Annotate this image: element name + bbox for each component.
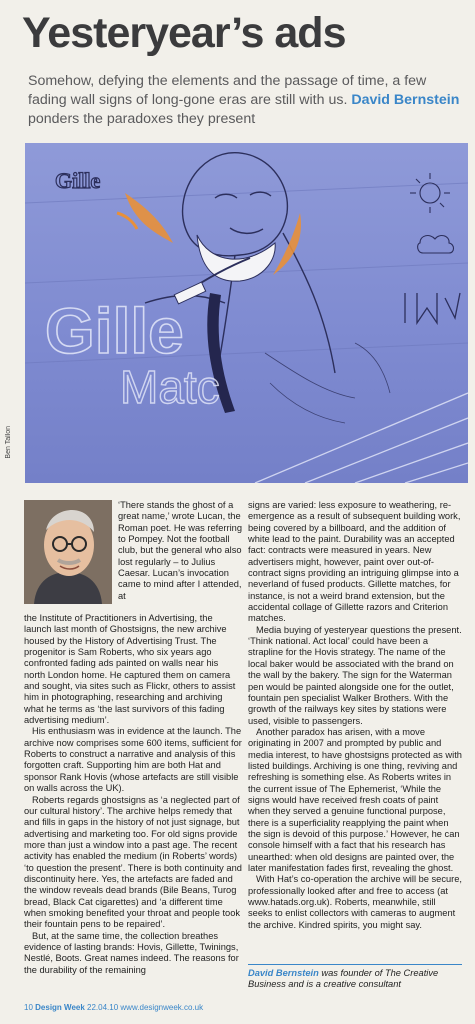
illustration-credit: Ben Tallon [5, 426, 12, 459]
body-paragraph: Media buying of yesteryear questions the present. ‘Think national. Act local’ could have been a strapline for the Hovis strategy. The name of the local baker would be associated with the brand on the wall by the bakery. The sign for the Waterman pen would be painted alongside one for the outlet, fountain pen specialist Walker Brothers. With the growth of the railways key sites by stations were used, visible to passengers. [248, 624, 462, 726]
body-column-1-intro [118, 500, 242, 602]
page-footer [24, 1003, 203, 1012]
body-paragraph: the Institute of Practitioners in Advertising, the launch last month of Ghostsigns, the new archive housed by the History of Advertising Trust. The progenitor is Sam Roberts, who six years ago confronted fading ads painted on walls near his north London home. He captured them on camera and sought, via sites such as Flickr, others to assist him in photographing, researching and archiving what he terms as ‘the last survivors of this fading advertising medium’. [24, 613, 236, 726]
illustration-word-small: Gille [55, 168, 101, 193]
author-portrait [24, 500, 112, 604]
illustration-word-matc: Matc [120, 361, 220, 413]
body-paragraph: Roberts regards ghostsigns as ‘a neglected part of our cultural history’. The archive helps remedy that and fills in gaps in the history of not just signage, but advertising and marketing too. For old signs provide more than just a window into a past age. The recent activity has enabled the medium (in Roberts’ words) ‘to question the present’. There is both continuity and discontinuity here. Yes, the artefacts are faded and the window reveals dead brands (Bile Beans, Turog bread, Black Cat cigarettes) and ‘a different time when smoking benefited your throat and people took their fountain pens to be repaired’. [24, 794, 242, 930]
article-headline: Yesteryear’s ads [22, 9, 346, 57]
illustration-word-large: Gille [45, 295, 184, 367]
issue-date: 22.04.10 [87, 1003, 119, 1012]
body-paragraph: signs are varied: less exposure to weathering, re-emergence as a result of subsequent building work, being covered by a billboard, and the addition of white lead to the paint. Durability was an accepted fact: contracts were measured in years. New advertisers might, however, paint over out-of-contract signs providing an intriguing glimpse into a neverland of fused products. Gillette matches, for instance, is not a weird brand extension, but the accidental collage of Gillette razors and Criterion matches. [248, 500, 461, 624]
standfirst-text: Somehow, defying the elements and the passage of time, a few fading wall signs of long-gone eras are still with us. [28, 73, 427, 108]
bio-text: was founder of The Creative Business and is a creative consultant [248, 968, 439, 990]
body-column-2 [248, 500, 462, 931]
standfirst-tail: ponders the paradoxes they present [28, 111, 256, 127]
article-standfirst [28, 72, 468, 129]
bio-divider [248, 964, 462, 965]
author-bio [248, 968, 462, 991]
standfirst-author: David Bernstein [351, 92, 460, 108]
author-photo [24, 500, 112, 604]
body-paragraph: With Hat’s co-operation the archive will be secure, professionally looked after and free to access (at www.hatads.org.uk). Roberts, meanwhile, still seeks to enlist collectors with cameras to augment the archive. Kindred spirits, you might say. [248, 874, 463, 930]
illustration-drawing [25, 143, 468, 483]
body-column-1 [24, 613, 242, 976]
article-illustration [25, 143, 468, 483]
publication-url: www.designweek.co.uk [120, 1003, 204, 1012]
bio-name: David Bernstein [248, 968, 319, 978]
body-paragraph: His enthusiasm was in evidence at the launch. The archive now comprises some 600 items, sufficient for Roberts to construct a narrative and analysis of this forgotten craft. Supporting him are both Hat and sponsor Rank Hovis (whose artefacts are still visible on walls across the UK). [24, 726, 242, 794]
sun-icon [410, 173, 450, 213]
body-paragraph: Another paradox has arisen, with a move originating in 2007 and prompted by public and media interest, to have ghostsigns protected as with listed buildings. Archiving is one thing, reviving and refreshing is something else. As Roberts writes in the current issue of The Ephemerist, ‘While the signs would have received fresh coats of paint when they served a genuine functional purpose, there is a superficiality reapplying the paint when the sign is devoid of this purpose.’ However, he can console himself with a fact that his research has unearthed: when old designs are painted over, the later manifestation fades first, revealing the ghost. [248, 726, 462, 873]
page-number: 10 [24, 1003, 33, 1012]
publication-name: Design Week [35, 1003, 85, 1012]
body-paragraph: But, at the same time, the collection breathes evidence of lasting brands: Hovis, Gillette, Twinings, Nestlé, Boots. Great names indeed. The reasons for the durability of the remaining [24, 930, 239, 975]
body-paragraph: ‘There stands the ghost of a great name,’ wrote Lucan, the Roman poet. He was referring to Pompey. Not the football club, but the general who also lost regularly – to Julius Caesar. Lucan’s invocation came to mind after I attended, at [118, 500, 243, 601]
